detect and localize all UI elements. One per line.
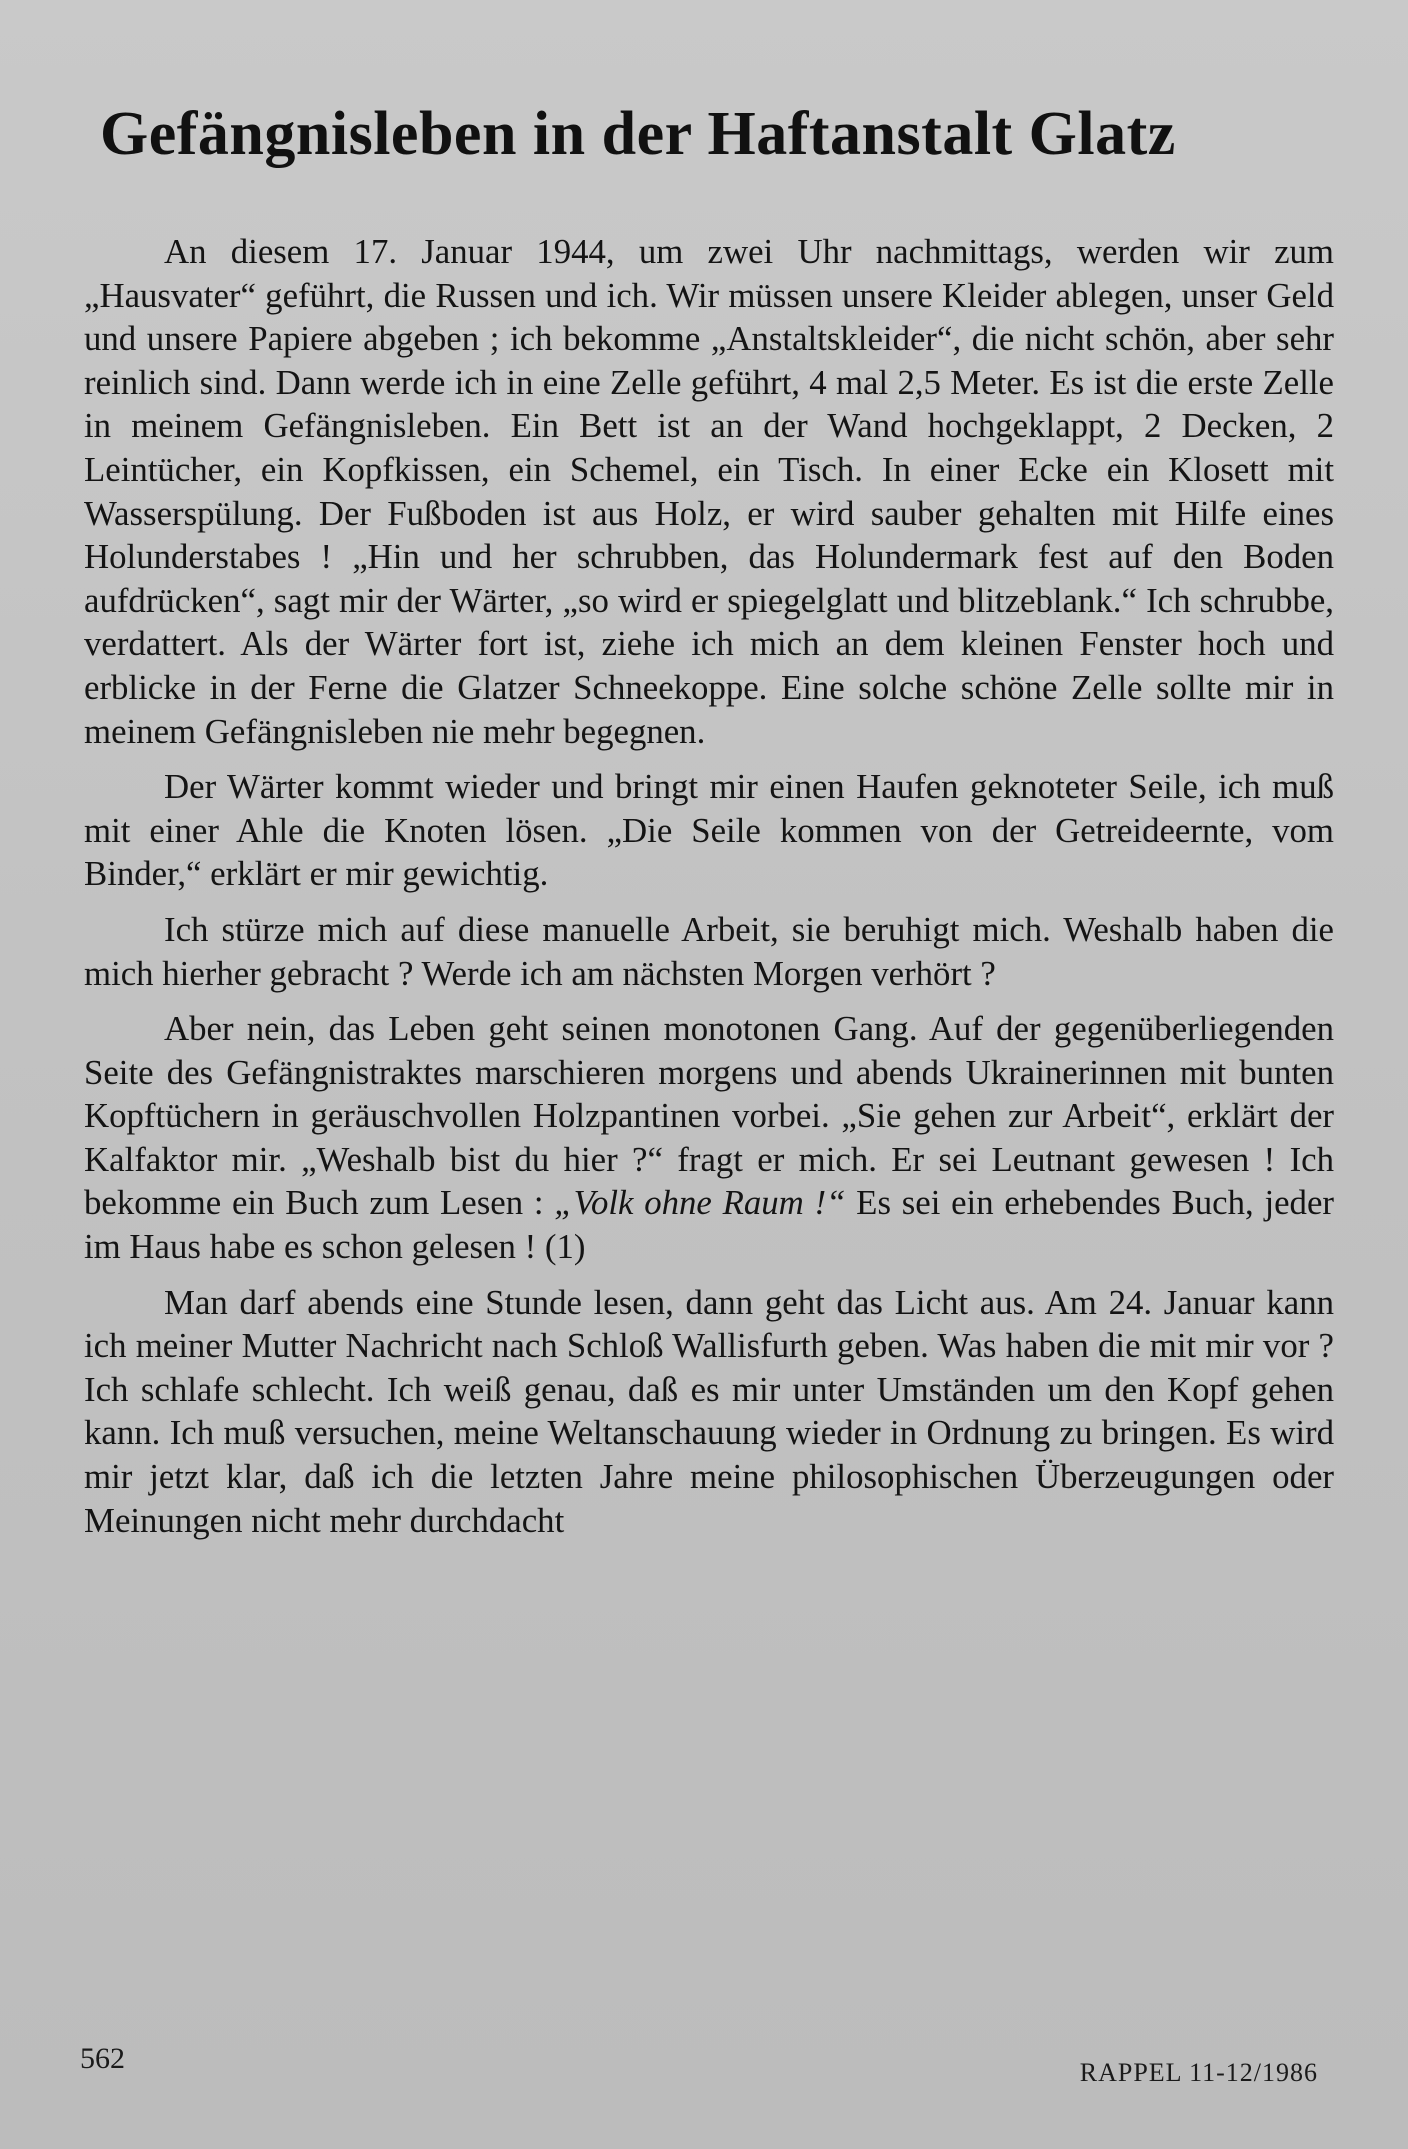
page-number: 562 <box>80 2042 125 2075</box>
paragraph-3: Ich stürze mich auf diese manuelle Arbeit, sie beruhigt mich. Weshalb haben die mich hierher gebracht ? Werde ich am nächsten Morgen verhört ? <box>84 909 1334 993</box>
paragraph-4 <box>84 1007 1334 1269</box>
book-title: „Volk ohne Raum !“ <box>554 1183 846 1223</box>
journal-reference: RAPPEL 11-12/1986 <box>1079 2058 1318 2087</box>
paragraph-2: Der Wärter kommt wieder und bringt mir einen Haufen geknoteter Seile, ich muß mit einer Ahle die Knoten lösen. „Die Seile kommen von der Getreideernte, vom Binder,“ erklärt er mir gewichtig. <box>84 767 1334 894</box>
paragraph-4-text-after: Es sei ein erhebendes Buch, jeder im Haus habe es schon gelesen ! (1) <box>84 1183 1334 1267</box>
page-title: Gefängnisleben in der Haftanstalt Glatz <box>100 100 1176 168</box>
article-body <box>84 230 1334 1554</box>
paragraph-4-text-before: Aber nein, das Leben geht seinen monotonen Gang. Auf der gegenüberliegenden Seite des Gefängnistraktes marschieren morgens und abends Ukrainerinnen mit bunten Kopftüchern in geräuschvollen Holzpantinen vorbei. „Sie gehen zur Arbeit“, erklärt der Kalfaktor mir. „Weshalb bist du hier ?“ fragt er mich. Er sei Leutnant gewesen ! Ich bekomme ein Buch zum Lesen : <box>84 1009 1334 1223</box>
paragraph-1: An diesem 17. Januar 1944, um zwei Uhr nachmittags, werden wir zum „Hausvater“ geführt, die Russen und ich. Wir müssen unsere Kleider ablegen, unser Geld und unsere Papiere abgeben ; ich bekomme „Anstaltskleider“, die nicht schön, aber sehr reinlich sind. Dann werde ich in eine Zelle geführt, 4 mal 2,5 Meter. Es ist die erste Zelle in meinem Gefängnisleben. Ein Bett ist an der Wand hochgeklappt, 2 Decken, 2 Leintücher, ein Kopfkissen, ein Schemel, ein Tisch. In einer Ecke ein Klosett mit Wasserspülung. Der Fußboden ist aus Holz, er wird sauber gehalten mit Hilfe eines Holunderstabes ! „Hin und her schrubben, das Holundermark fest auf den Boden aufdrücken“, sagt mir der Wärter, „so wird er spiegelglatt und blitzeblank.“ Ich schrubbe, verdattert. Als der Wärter fort ist, ziehe ich mich an dem kleinen Fenster hoch und erblicke in der Ferne die Glatzer Schneekoppe. Eine solche schöne Zelle sollte mir in meinem Gefängnisleben nie mehr begegnen. <box>84 232 1334 751</box>
paragraph-5: Man darf abends eine Stunde lesen, dann geht das Licht aus. Am 24. Januar kann ich meiner Mutter Nachricht nach Schloß Wallisfurth geben. Was haben die mit mir vor ? Ich schlafe schlecht. Ich weiß genau, daß es mir unter Umständen um den Kopf gehen kann. Ich muß versuchen, meine Weltanschauung wieder in Ordnung zu bringen. Es wird mir jetzt klar, daß ich die letzten Jahre meine philosophischen Überzeugungen oder Meinungen nicht mehr durchdacht <box>84 1282 1334 1540</box>
